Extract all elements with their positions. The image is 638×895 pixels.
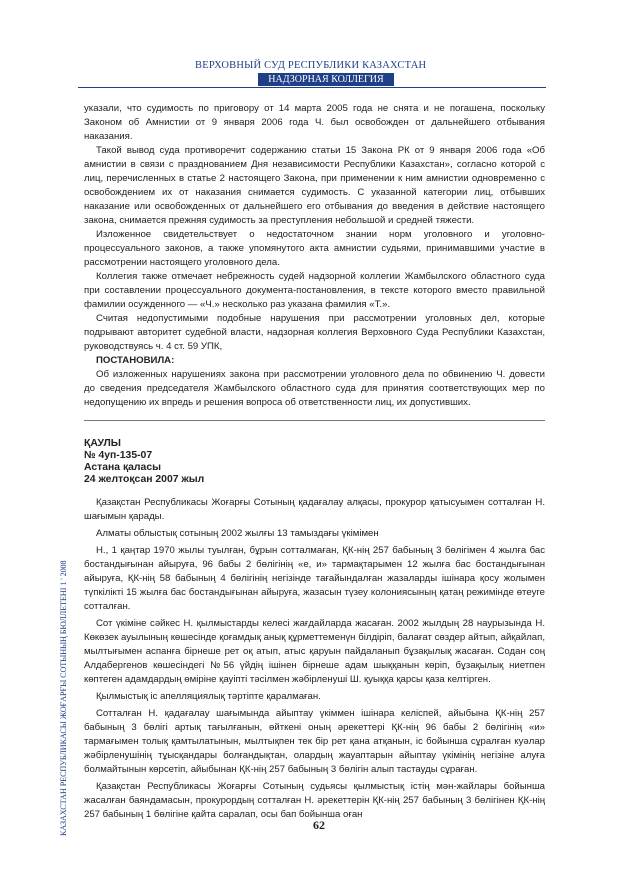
kz-case-number: № 4уп-135-07 [84, 450, 153, 461]
paragraph: Қылмыстық іс апелляциялық тәртіпте қаралмаған. [96, 691, 321, 702]
header-rule [78, 87, 546, 88]
header-section-band: НАДЗОРНАЯ КОЛЛЕГИЯ [258, 73, 394, 86]
paragraph: Такой вывод суда противоречит содержанию статьи 15 Закона РК от 9 января 2006 года «Об амнистии в связи с празднованием Дня независимости Республики Казахстан», согласно которой с лиц, перечисленных в статье 2 настоящего Закона, при применении к ним амнистии одновременно с освобождением их от наказания снимается судимость. С указанной категории лиц, отбывших наказание или освобожденных от дальнейшего его отбывания до введения в действие настоящего закона, снимается прежняя судимость за преступления небольшой и средней тяжести. [84, 145, 545, 226]
paragraph: Н., 1 қаңтар 1970 жылы туылған, бұрын сотталмаған, ҚК-нің 257 бабының 3 бөлігімен 4 жылға бас бостандығынан айыруға, 96 бабы 2 бөлігінің «е, и» тармақтарымен 12 жылға бас бостандығынан айыруға, ҚК-нің 58 бабының 4 бөлігінің негізінде тағайындалған жазаларды ішінара қосу жолымен түпкілікті 15 жылға бас бостандығынан айыруға, жазасын түзеу колониясының қатаң режимінде өтеуге сотталған. [84, 545, 545, 612]
paragraph: Изложенное свидетельствует о недостаточном знании норм уголовного и уголовно-процессуального законов, а также упомянутого акта амнистии судьями, принимавшими участие в рассмотрении настоящего уголовного дела. [84, 229, 545, 268]
paragraph: Қазақстан Республикасы Жоғарғы Сотының қадағалау алқасы, прокурор қатысуымен сотталған Н. шағымын қарады. [84, 497, 545, 522]
paragraph: Қазақстан Республикасы Жоғарғы Сотының судьясы қылмыстық істің мән-жайлары бойынша жасалған баяндамасын, прокурордың сотталған Н. әрекеттерін ҚК-нің 257 бабының 3 бөлігінен ҚК-нің 257 бабының 1 бөлігіне қайта саралап, осы бап бойынша оған [84, 781, 545, 820]
russian-text-section [84, 102, 545, 421]
kz-resolution-header [84, 438, 545, 486]
page-number: 62 [313, 818, 325, 832]
paragraph: Коллегия также отмечает небрежность судей надзорной коллегии Жамбылского областного суда при составлении процессуального документа-постановления, в тексте которого вместо правильной фамилии осужденного — «Ч.» несколько раз указана фамилия «Т.». [84, 271, 545, 310]
sidebar-journal-title: КАЗАХСТАН РЕСПУБЛИКАСЫ ЖОҒАРҒЫ СОТЫНЫҢ БЮЛЛЕТЕНІ 1 ' 2008 [59, 560, 68, 836]
paragraph: Сотталған Н. қадағалау шағымында айыптау үкіммен ішінара келіспей, айыбына ҚК-нің 257 бабының 3 бөлігі артық тағылғанын, өйткені оның әрекеттері ҚК-нің 96 бабы 2 бөлігінің «и» тармағымен толық қамтылатынын, мылтықпен тек бір рет қана атқанын, іс бойынша сұралған куәлар жәбірленушінің тұысқандары болғандықтан, олардың жауаптарын айыптау үкімінің негізіне алуға болмайтынын көрсетіп, айыбынан ҚК-нің 257 бабының 3 бөлігін алып тастауды сұраған. [84, 708, 545, 775]
paragraph: Сот үкіміне сәйкес Н. қылмыстарды келесі жағдайларда жасаған. 2002 жылдың 28 наурызында Н. Көкөзек ауылының көшесінде қоғамдық анық құрметтеменүн білдіріп, балағат сөздер айтып, айқайлап, мылтығымен аспанға бірнеше рет оқ атып, атыс қаруын пайдаланып бұзақылық жасаған. Содан соң Алдабергенов көшесіндегі №56 үйдің ішінен бірнеше адам шыққанын көріп, бұзақылық ниетпен көптеген адамдардың өміріне қауіпті тәсілмен жәбірленуші Ш. қуыққа қарсы қаза келтірген. [84, 618, 545, 685]
kz-title: ҚАУЛЫ [84, 438, 121, 449]
header-title: ВЕРХОВНЫЙ СУД РЕСПУБЛИКИ КАЗАХСТАН [195, 60, 427, 71]
kazakh-text-section [84, 496, 545, 822]
resolution-paragraph: Об изложенных нарушениях закона при рассмотрении уголовного дела по обвинению Ч. довести до сведения председателя Жамбылского областного суда для принятия соответствующих мер по недопущению их впредь и решения вопроса об ответственности лиц, их допустивших. [84, 369, 545, 408]
paragraph: Считая недопустимыми подобные нарушения при рассмотрении уголовных дел, которые подрывают авторитет судебной власти, надзорная коллегия Верховного Суда Республики Казахстан, руководствуясь ч. 4 ст. 59 УПК, [84, 313, 545, 352]
paragraph: указали, что судимость по приговору от 14 марта 2005 года не снята и не погашена, поскольку Законом об Амнистии от 9 января 2006 года Ч. был освобожден от дальнейшего отбывания наказания. [84, 103, 545, 142]
section-divider [84, 420, 545, 421]
resolved-heading: ПОСТАНОВИЛА: [96, 355, 175, 366]
kz-city: Астана қаласы [84, 462, 161, 473]
paragraph: Алматы облыстық сотының 2002 жылғы 13 тамыздағы үкімімен [96, 528, 379, 539]
kz-date: 24 желтоқсан 2007 жыл [84, 474, 205, 485]
